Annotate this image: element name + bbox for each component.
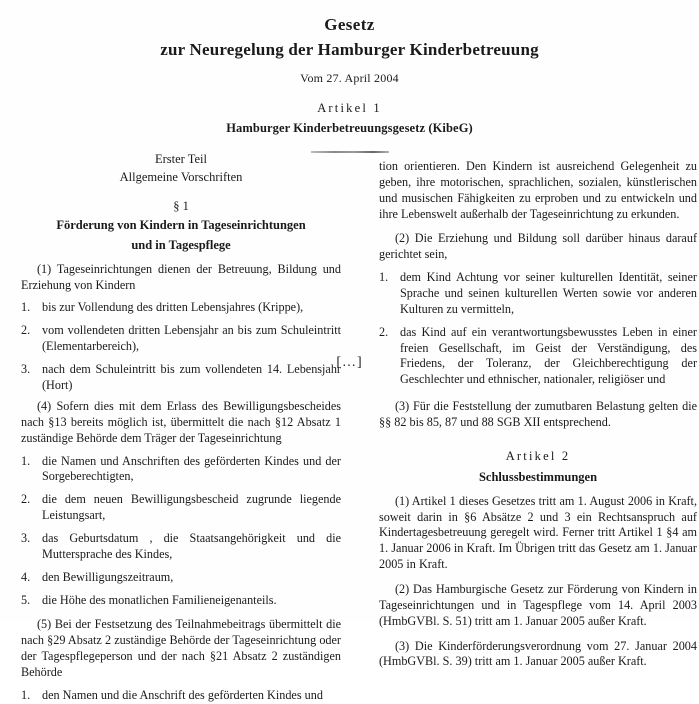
- paragraph-1: (1) Tageseinrichtungen dienen der Betreuung, Bildung und Erziehung von Kindern: [21, 261, 341, 292]
- list-item-text: die Namen und Anschriften des geförderten Kindes und der Sorgeberechtigten,: [42, 453, 341, 484]
- list-item-text: vom vollendeten dritten Lebensjahr an bis zum Schuleintritt (Elementarbereich),: [42, 323, 341, 354]
- document-masthead: [0, 0, 699, 153]
- list-item: [379, 270, 697, 318]
- list-item: [21, 531, 341, 563]
- paragraph-3: (3) Für die Feststellung der zumutbaren Belastung gelten die §§ 82 bis 85, 87 und 88 SGB XII entsprechend.: [379, 399, 697, 429]
- paragraph-4: (4) Sofern dies mit dem Erlass des Bewilligungsbescheides nach §13 bereits möglich ist, übermittelt die nach §12 Absatz 1 zuständige Behörde dem Träger der Tageseinrichtung: [21, 399, 341, 445]
- list-item-text: das Kind auf ein verantwortungsbewusstes Leben in einer freien Gesellschaft, im Geist der Verständigung, des Friedens, der Toleranz, der Gleichberechtigung der Geschlechter und ethnischer, nationaler, religiöser und: [400, 324, 697, 387]
- page-title-line-1: Gesetz: [324, 15, 375, 34]
- paragraph-5: (5) Bei der Festsetzung des Teilnahmebeitrags übermittelt die nach §29 Absatz 2 zuständige Behörde der Tageseinrichtung oder der Tagespflegeperson und der nach §21 Absatz 2 zuständigen Behörde: [21, 617, 341, 680]
- section-heading-line-1: Förderung von Kindern in Tageseinrichtungen: [56, 218, 306, 233]
- list-item-text: die Höhe des monatlichen Familieneigenanteils.: [42, 592, 277, 607]
- list-item-text: das Geburtsdatum , die Staatsangehörigkeit und die Muttersprache des Kindes,: [42, 531, 341, 561]
- list-item: [21, 492, 341, 524]
- part-title: Allgemeine Vorschriften: [119, 170, 243, 185]
- list-item-text: nach dem Schuleintritt bis zum vollendeten 14. Lebensjahr (Hort): [42, 362, 341, 392]
- article-1-title: Hamburger Kinderbetreuungsgesetz (KibeG): [226, 121, 473, 136]
- article-1-label: Artikel 1: [317, 101, 382, 116]
- article-2-paragraph-3: (3) Die Kinderförderungsverordnung vom 27. Januar 2004 (HmbGVBl. S. 39) tritt am 1. Januar 2005 außer Kraft.: [379, 638, 697, 669]
- list-item-text: dem Kind Achtung vor seiner kulturellen Identität, seiner Sprache und seinen kulturellen Werten sowie vor anderen Kulturen zu vermitteln,: [400, 270, 697, 316]
- paragraph-5-list: [21, 688, 341, 704]
- lower-right-column: [379, 390, 697, 704]
- list-item: [21, 323, 341, 355]
- omission-marker: […]: [336, 355, 363, 370]
- article-2-label: Artikel 2: [505, 448, 571, 463]
- list-item-marker: 1.: [21, 453, 31, 468]
- paragraph-4-list: [21, 454, 341, 609]
- list-item: [21, 300, 341, 316]
- part-label: Erster Teil: [154, 152, 207, 166]
- section-heading-line-2: und in Tagespflege: [131, 237, 231, 252]
- paragraph-continued: tion orientieren. Den Kindern ist ausreichend Gelegenheit zu geben, ihre motorischen, sprachlichen, sozialen, künstlerischen und musischen Fähigkeiten zu erproben und zu entwickeln und ihre Lebenswelt außerhalb der Tageseinrichtung zu erkunden.: [379, 159, 697, 221]
- list-item-marker: 5.: [21, 592, 31, 607]
- lower-columns: [0, 390, 699, 704]
- list-item-text: bis zur Vollendung des dritten Lebensjahres (Krippe),: [42, 300, 304, 315]
- section-1-list: [21, 300, 341, 393]
- paragraph-2: (2) Die Erziehung und Bildung soll darüber hinaus darauf gerichtet sein,: [379, 231, 697, 262]
- section-symbol: § 1: [173, 199, 189, 214]
- list-item-text: die dem neuen Bewilligungsbescheid zugrunde liegende Leistungsart,: [42, 492, 341, 523]
- document-date: Vom 27. April 2004: [300, 71, 399, 86]
- list-item: [21, 593, 341, 609]
- list-item-marker: 3.: [21, 362, 31, 377]
- list-item: [21, 454, 341, 486]
- list-item-text: den Namen und die Anschrift des geförderten Kindes und: [42, 687, 323, 702]
- article-2-paragraph-1: (1) Artikel 1 dieses Gesetzes tritt am 1. August 2006 in Kraft, soweit darin in §6 Absätze 2 und 3 ein Rechtsanspruch auf Kindertagesbetreuung geregelt wird. Ferner tritt Artikel 1 §4 am 1. Januar 2006 in Kraft. Im Übrigen tritt das Gesetz am 1. Januar 2005 in Kraft.: [379, 493, 697, 572]
- list-item-marker: 1.: [379, 270, 389, 285]
- list-item: [21, 688, 341, 704]
- list-item-marker: 4.: [21, 569, 31, 584]
- lower-left-column: [21, 390, 341, 704]
- list-item-marker: 3.: [21, 531, 31, 546]
- article-2-title: Schlussbestimmungen: [478, 469, 598, 484]
- list-item: [21, 570, 341, 586]
- list-item-marker: 2.: [21, 323, 31, 338]
- list-item-marker: 2.: [379, 324, 389, 339]
- page-title-line-2: zur Neuregelung der Hamburger Kinderbetreuung: [160, 40, 539, 60]
- article-2-paragraph-2: (2) Das Hamburgische Gesetz zur Förderung von Kindern in Tageseinrichtungen und in Tagespflege vom 14. April 2003 (HmbGVBl. S. 51) tritt am 1. Januar 2005 außer Kraft.: [379, 582, 697, 628]
- list-item-marker: 1.: [21, 300, 31, 315]
- list-item-text: den Bewilligungszeitraum,: [42, 569, 174, 584]
- list-item-marker: 2.: [21, 492, 31, 507]
- list-item-marker: 1.: [21, 687, 31, 702]
